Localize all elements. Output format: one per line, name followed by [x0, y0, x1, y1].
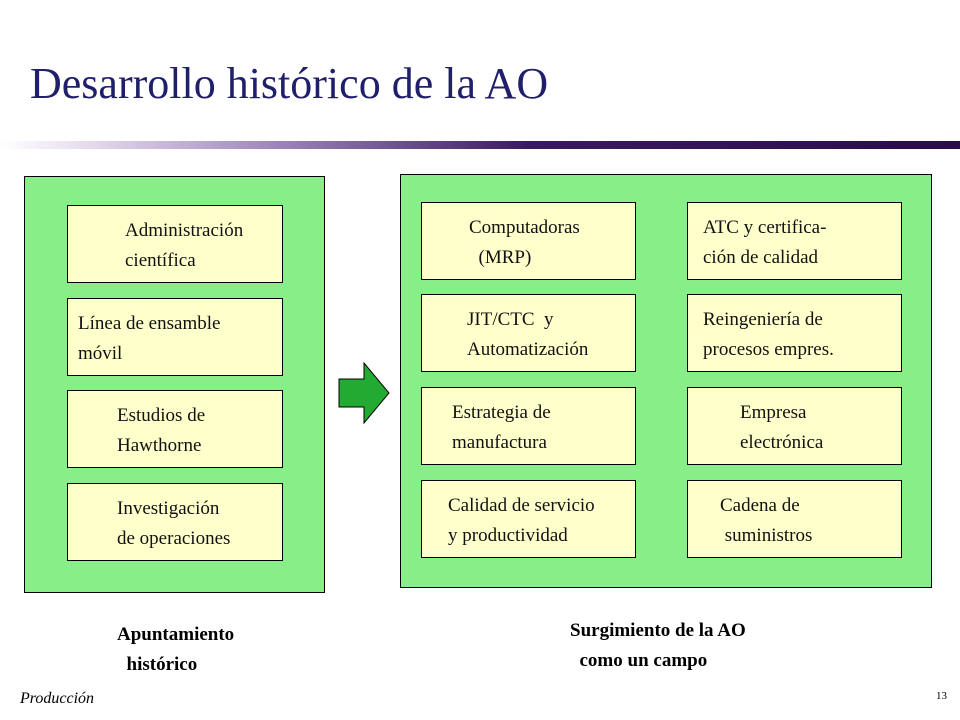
box-jit-ctc: [421, 294, 636, 372]
box-label: Estrategia de manufactura: [452, 402, 551, 453]
box-label: ATC y certifica- ción de calidad: [703, 217, 827, 268]
box-computadoras-mrp: [421, 202, 636, 280]
emergence-caption: Surgimiento de la AO como un campo: [570, 620, 746, 671]
box-reingenieria: [687, 294, 902, 372]
box-label: Administración científica: [125, 220, 244, 271]
box-label: Empresa electrónica: [740, 402, 824, 453]
box-linea-de-ensamble: [67, 298, 283, 376]
box-label: Cadena de suministros: [720, 495, 813, 546]
footer-label: Producción: [20, 690, 95, 707]
box-label: Línea de ensamble móvil: [78, 313, 221, 364]
right-arrow-icon: [338, 362, 390, 424]
box-calidad-servicio: [421, 480, 636, 558]
title-divider: [0, 141, 960, 149]
box-atc-certificacion: [687, 202, 902, 280]
box-administracion-cientifica: [67, 205, 283, 283]
box-empresa-electronica: [687, 387, 902, 465]
box-label: Reingeniería de procesos empres.: [703, 309, 834, 360]
box-estrategia-manufactura: [421, 387, 636, 465]
box-label: Calidad de servicio y productividad: [448, 495, 595, 546]
box-label: JIT/CTC y Automatización: [467, 309, 589, 360]
box-cadena-suministros: [687, 480, 902, 558]
historical-caption: Apuntamiento histórico: [117, 624, 235, 675]
box-estudios-hawthorne: [67, 390, 283, 468]
box-label: Estudios de Hawthorne: [117, 405, 206, 456]
page-number: 13: [936, 690, 947, 702]
box-label: Computadoras (MRP): [469, 217, 580, 268]
box-investigacion-operaciones: [67, 483, 283, 561]
slide-title: Desarrollo histórico de la AO: [30, 59, 549, 108]
box-label: Investigación de operaciones: [117, 498, 231, 549]
